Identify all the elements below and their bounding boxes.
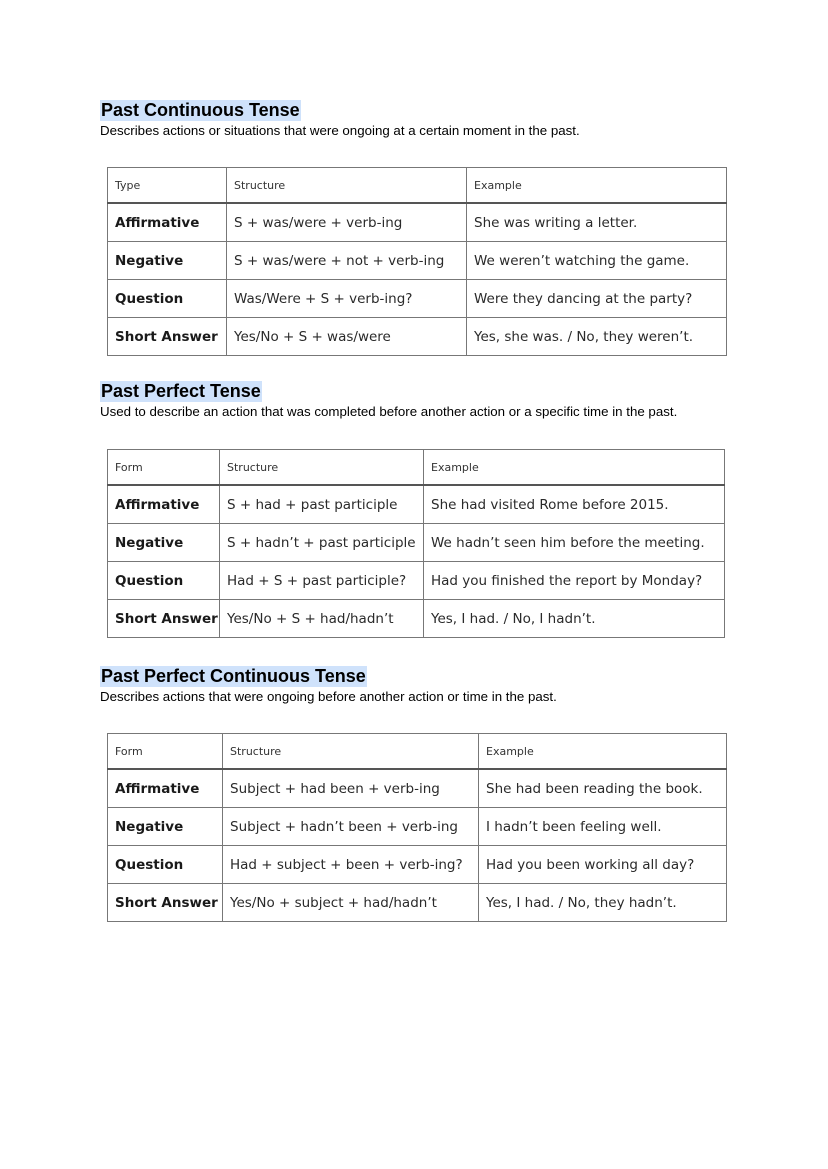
table-row <box>108 242 727 280</box>
row-type: Negative <box>108 242 227 280</box>
table-row <box>108 600 725 638</box>
section-title: Past Perfect Continuous Tense <box>101 666 366 686</box>
row-example: Yes, I had. / No, I hadn’t. <box>424 600 725 638</box>
table-row <box>108 846 727 884</box>
row-example: Were they dancing at the party? <box>467 280 727 318</box>
row-example: Had you been working all day? <box>479 846 727 884</box>
section-title: Past Continuous Tense <box>101 100 300 120</box>
table-row <box>108 280 727 318</box>
row-type: Affirmative <box>108 485 220 524</box>
row-type: Negative <box>108 808 223 846</box>
table-row <box>108 808 727 846</box>
row-example: Yes, she was. / No, they weren’t. <box>467 318 727 356</box>
grammar-table-past-continuous <box>107 167 727 356</box>
row-type: Short Answer <box>108 884 223 922</box>
row-example: Had you finished the report by Monday? <box>424 562 725 600</box>
section-title: Past Perfect Tense <box>101 381 261 401</box>
row-structure: S + hadn’t + past participle <box>220 524 424 562</box>
row-structure: S + was/were + verb-ing <box>227 203 467 242</box>
row-structure: Subject + had been + verb-ing <box>223 769 479 808</box>
table-row <box>108 524 725 562</box>
table-header-row <box>108 168 727 204</box>
table-header-row <box>108 450 725 486</box>
row-structure: Had + S + past participle? <box>220 562 424 600</box>
section-description: Describes actions that were ongoing before another action or time in the past. <box>100 689 557 704</box>
column-header-structure: Structure <box>223 734 479 770</box>
table-row <box>108 562 725 600</box>
column-header-structure: Structure <box>220 450 424 486</box>
row-structure: Yes/No + S + had/hadn’t <box>220 600 424 638</box>
section-description: Used to describe an action that was completed before another action or a specific time in the past. <box>100 404 678 419</box>
row-example: She had visited Rome before 2015. <box>424 485 725 524</box>
grammar-table-past-perfect <box>107 449 725 638</box>
table-row <box>108 203 727 242</box>
column-header-structure: Structure <box>227 168 467 204</box>
column-header-example: Example <box>479 734 727 770</box>
column-header-example: Example <box>424 450 725 486</box>
table-header-row <box>108 734 727 770</box>
table-row <box>108 485 725 524</box>
row-type: Short Answer <box>108 318 227 356</box>
row-example: Yes, I had. / No, they hadn’t. <box>479 884 727 922</box>
row-example: I hadn’t been feeling well. <box>479 808 727 846</box>
section-past-perfect <box>100 381 677 420</box>
row-structure: Yes/No + S + was/were <box>227 318 467 356</box>
row-structure: S + had + past participle <box>220 485 424 524</box>
row-type: Negative <box>108 524 220 562</box>
section-description: Describes actions or situations that were ongoing at a certain moment in the past. <box>100 123 580 138</box>
table-row <box>108 769 727 808</box>
table-row <box>108 318 727 356</box>
section-past-continuous <box>100 100 580 139</box>
section-past-perfect-continuous <box>100 666 557 705</box>
column-header-form: Form <box>108 450 220 486</box>
row-type: Short Answer <box>108 600 220 638</box>
row-type: Question <box>108 280 227 318</box>
row-structure: Yes/No + subject + had/hadn’t <box>223 884 479 922</box>
column-header-form: Form <box>108 734 223 770</box>
row-structure: S + was/were + not + verb-ing <box>227 242 467 280</box>
row-type: Affirmative <box>108 769 223 808</box>
row-example: She was writing a letter. <box>467 203 727 242</box>
row-structure: Had + subject + been + verb-ing? <box>223 846 479 884</box>
table-row <box>108 884 727 922</box>
row-type: Question <box>108 562 220 600</box>
row-example: We weren’t watching the game. <box>467 242 727 280</box>
row-example: We hadn’t seen him before the meeting. <box>424 524 725 562</box>
row-type: Affirmative <box>108 203 227 242</box>
column-header-type: Type <box>108 168 227 204</box>
grammar-table-past-perfect-continuous <box>107 733 727 922</box>
row-structure: Was/Were + S + verb-ing? <box>227 280 467 318</box>
row-type: Question <box>108 846 223 884</box>
row-example: She had been reading the book. <box>479 769 727 808</box>
row-structure: Subject + hadn’t been + verb-ing <box>223 808 479 846</box>
column-header-example: Example <box>467 168 727 204</box>
